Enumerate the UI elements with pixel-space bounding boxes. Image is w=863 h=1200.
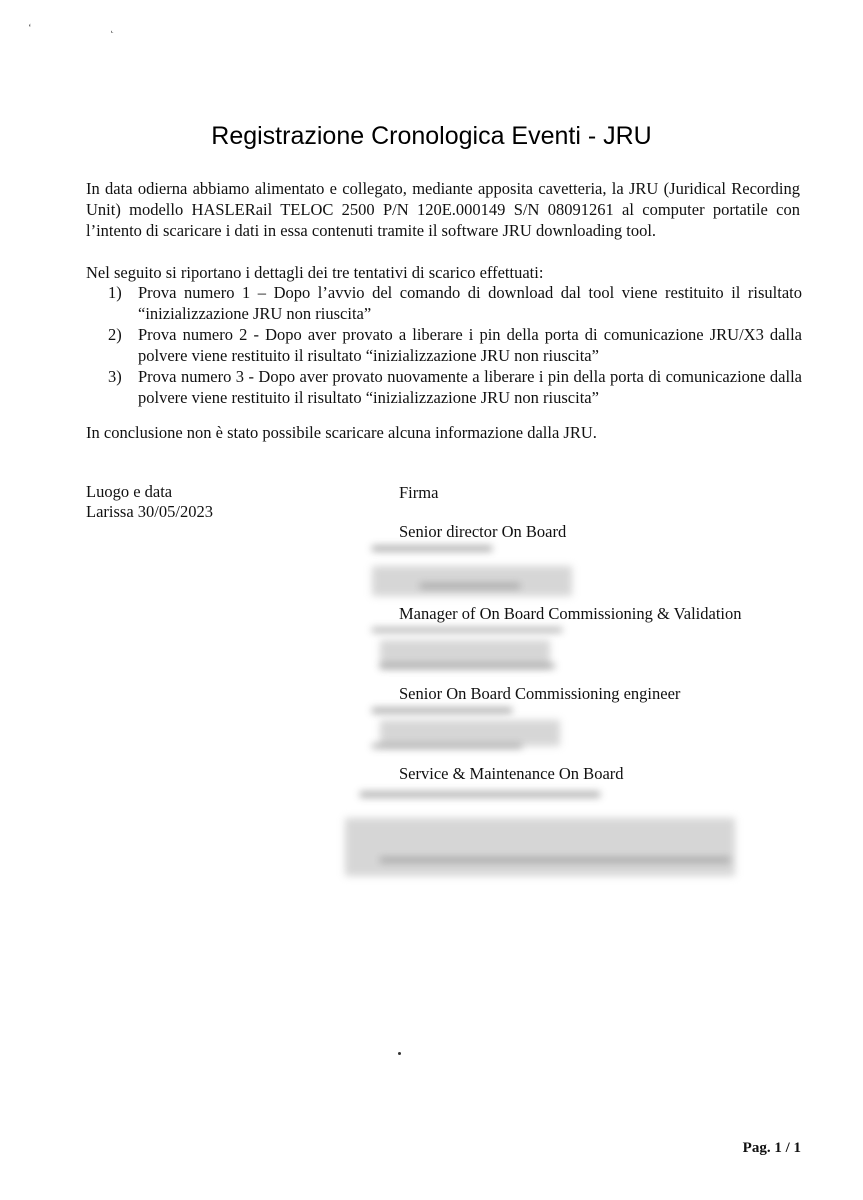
attempt-text: Prova numero 2 - Dopo aver provato a liberare i pin della porta di comunicazione JRU/X3 dalla polvere viene restituito il risultato “inizializzazione JRU non riuscita” (138, 325, 802, 365)
place-date-label: Luogo e data (86, 482, 173, 501)
page-number: Pag. 1 / 1 (742, 1140, 801, 1156)
redacted-signature (372, 628, 562, 632)
attempt-number: 2) (108, 325, 122, 344)
list-item (108, 282, 802, 324)
redacted-signature (360, 792, 600, 797)
attempt-text: Prova numero 1 – Dopo l’avvio del comando di download dal tool viene restituito il risultato “inizializzazione JRU non riuscita” (138, 283, 802, 323)
redacted-signature (372, 566, 572, 596)
redacted-signature (380, 720, 560, 746)
intro-paragraph: In data odierna abbiamo alimentato e collegato, mediante apposita cavetteria, la JRU (Juridical Recording Unit) modello HASLERail TELOC 2500 P/N 120E.000149 S/N 08091261 al computer portatile con l’intento di scaricare i dati in essa contenuti tramite il software JRU downloading tool. (86, 179, 800, 240)
redacted-signature (372, 708, 512, 713)
redacted-signature (380, 664, 555, 668)
conclusion-paragraph: In conclusione non è stato possibile scaricare alcuna informazione dalla JRU. (86, 423, 597, 442)
page-title: Registrazione Cronologica Eventi - JRU (211, 121, 652, 150)
attempt-number: 1) (108, 283, 122, 302)
redacted-signature (372, 744, 522, 748)
signature-label: Firma (399, 483, 439, 502)
attempt-number: 3) (108, 367, 122, 386)
place-date-value: Larissa 30/05/2023 (86, 502, 213, 521)
attempts-intro: Nel seguito si riportano i dettagli dei tre tentativi di scarico effettuati: (86, 263, 544, 282)
scan-speck (398, 1052, 401, 1055)
scan-marks: ʻ ˛ (28, 22, 153, 34)
signatory-role: Senior On Board Commissioning engineer (399, 684, 681, 703)
signatory-role: Senior director On Board (399, 522, 567, 541)
attempt-text: Prova numero 3 - Dopo aver provato nuovamente a liberare i pin della porta di comunicazione dalla polvere viene restituito il risultato “inizializzazione JRU non riuscita” (138, 367, 802, 407)
list-item (108, 324, 802, 366)
signatory-role: Service & Maintenance On Board (399, 764, 624, 783)
attempts-list (108, 282, 802, 408)
redacted-signature (345, 818, 735, 876)
list-item (108, 366, 802, 408)
redacted-signature (420, 584, 520, 588)
redacted-signature (380, 858, 730, 862)
redacted-signature (372, 546, 492, 551)
signatory-role: Manager of On Board Commissioning & Validation (399, 604, 742, 623)
